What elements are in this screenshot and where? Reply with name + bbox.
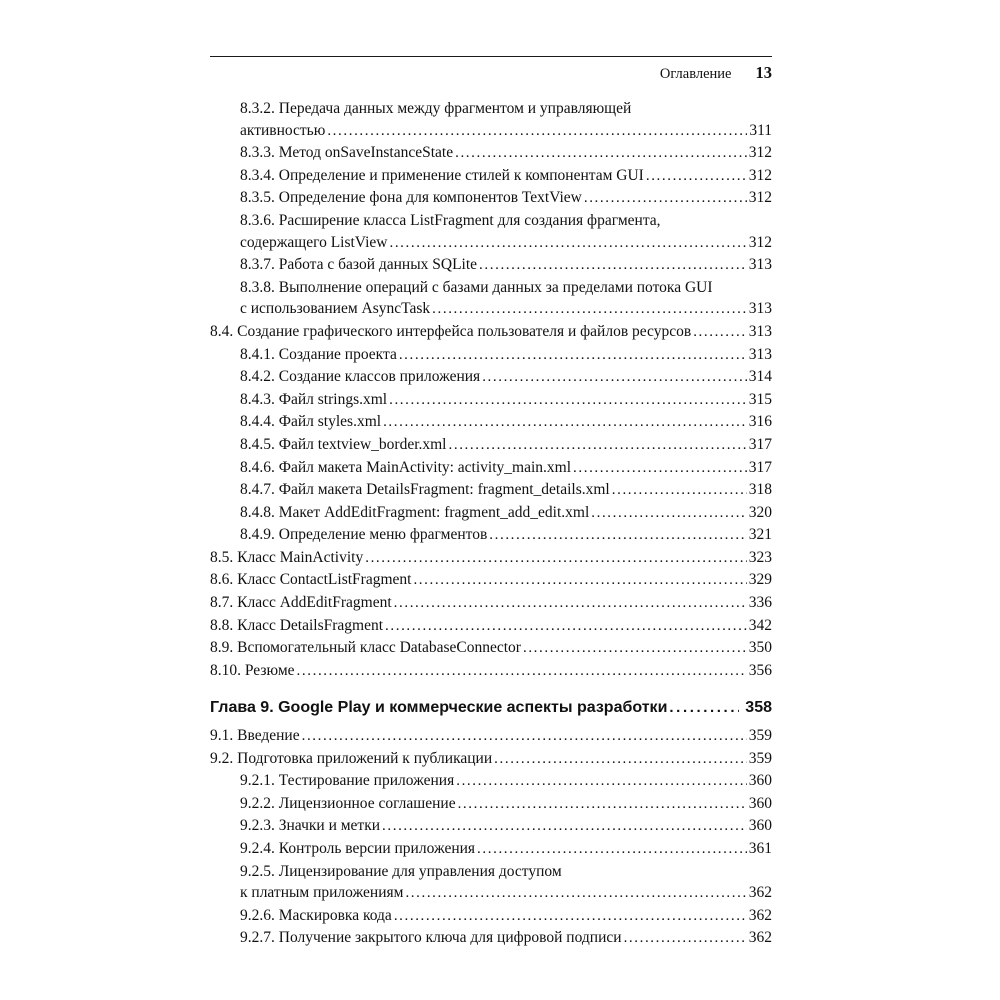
- toc-entry-page-number: 323: [748, 548, 772, 566]
- dot-leader: [584, 187, 747, 210]
- toc-entry-title: 9.2.7. Получение закрытого ключа для цифровой подписи: [240, 929, 622, 947]
- toc-entry: [210, 615, 772, 638]
- dot-leader: [494, 748, 747, 771]
- toc-entry-title: 8.3.5. Определение фона для компонентов TextView: [240, 189, 582, 207]
- toc-entry-title: 8.3.8. Выполнение операций с базами данных за пределами потока GUI: [240, 278, 713, 296]
- dot-leader: [327, 120, 747, 143]
- header-title: Оглавление: [659, 66, 732, 82]
- toc-entry-title: 8.3.4. Определение и применение стилей к компонентам GUI: [240, 166, 644, 184]
- toc-entry-line: [240, 366, 772, 389]
- toc-entry: [210, 142, 772, 165]
- toc-entry-line: [240, 882, 772, 905]
- toc-entry-page-number: 336: [748, 594, 772, 612]
- toc-entry-title: 8.4.2. Создание классов приложения: [240, 368, 481, 386]
- toc-entry-line: [240, 524, 772, 547]
- toc-entry-line: [240, 254, 772, 277]
- toc-entry: [210, 927, 772, 950]
- toc-entry-title: 9.2.6. Маскировка кода: [240, 906, 392, 924]
- dot-leader: [458, 793, 747, 816]
- toc-entry-line: [240, 479, 772, 502]
- toc-entry: [210, 770, 772, 793]
- toc-entry-line: [240, 277, 772, 299]
- toc-entry-page-number: 350: [748, 639, 772, 657]
- toc-entry-title: 8.3.3. Метод onSaveInstanceState: [240, 144, 454, 162]
- toc-entry-line: [210, 660, 772, 683]
- toc-entry: [210, 254, 772, 277]
- toc-entry: [210, 502, 772, 525]
- dot-leader: [693, 321, 747, 344]
- toc-entry: [210, 660, 772, 683]
- toc-entry-page-number: 313: [748, 256, 772, 274]
- toc-entry-page-number: 317: [748, 458, 772, 476]
- toc-entry-title: 8.4. Создание графического интерфейса пользователя и файлов ресурсов: [210, 322, 692, 340]
- toc-entry-title: 8.4.1. Создание проекта: [240, 345, 397, 363]
- toc-entry: [210, 838, 772, 861]
- toc-entry-page-number: 360: [748, 817, 772, 835]
- dot-leader: [399, 344, 747, 367]
- toc-entry-line: [240, 98, 772, 120]
- toc-entry-page-number: 313: [748, 300, 772, 318]
- toc-entry-page-number: 359: [748, 749, 772, 767]
- toc-entry-page-number: 342: [748, 616, 772, 634]
- toc-entry-line: [240, 838, 772, 861]
- toc-entry-page-number: 312: [748, 144, 772, 162]
- toc-entry-line: [240, 434, 772, 457]
- toc-entry-title: 8.6. Класс ContactListFragment: [210, 571, 412, 589]
- toc-entry-title: 8.4.9. Определение меню фрагментов: [240, 526, 488, 544]
- dot-leader: [646, 165, 747, 188]
- dot-leader: [297, 660, 747, 683]
- toc-entry: [210, 547, 772, 570]
- toc-entry-title: 8.3.2. Передача данных между фрагментом и управляющей: [240, 100, 632, 117]
- toc-entry: [210, 389, 772, 412]
- toc-entry-title: 8.9. Вспомогательный класс DatabaseConnector: [210, 639, 521, 657]
- toc-entry-title: содержащего ListView: [240, 233, 388, 251]
- toc-entry-line: [240, 210, 772, 232]
- toc-entry: [210, 748, 772, 771]
- dot-leader: [479, 254, 747, 277]
- toc-entry: [210, 569, 772, 592]
- dot-leader: [624, 927, 747, 950]
- dot-leader: [449, 434, 747, 457]
- toc-entry: [210, 277, 772, 321]
- toc-entry-line: [240, 187, 772, 210]
- toc-entry: [210, 411, 772, 434]
- toc-entry-line: [240, 344, 772, 367]
- toc-entry-line: [210, 592, 772, 615]
- toc-entry-title: 9.1. Введение: [210, 727, 300, 745]
- toc-entry-title: 8.4.7. Файл макета DetailsFragment: fragment_details.xml: [240, 481, 610, 499]
- toc-entry-page-number: 356: [748, 661, 772, 679]
- toc-entry-page-number: 311: [749, 121, 772, 139]
- toc-entry-title: 9.2.3. Значки и метки: [240, 817, 381, 835]
- toc-entry-line: [240, 927, 772, 950]
- toc-entry-line: [240, 502, 772, 525]
- toc-entry: [210, 725, 772, 748]
- toc-entry-title: 8.7. Класс AddEditFragment: [210, 594, 392, 612]
- toc-entry-line: [210, 748, 772, 771]
- toc-entry: [210, 592, 772, 615]
- toc-entry-title: активностью: [240, 121, 326, 139]
- toc-entry-line: [240, 165, 772, 188]
- toc-entry-line: [240, 298, 772, 321]
- toc-entry-line: [240, 232, 772, 255]
- toc-entry-page-number: 315: [748, 390, 772, 408]
- toc-entry-page-number: 362: [748, 906, 772, 924]
- dot-leader: [482, 366, 747, 389]
- toc-entry-page-number: 358: [745, 699, 772, 717]
- toc-entry-page-number: 312: [748, 233, 772, 251]
- toc-entry-line: [240, 905, 772, 928]
- toc-entry-page-number: 362: [748, 884, 772, 902]
- dot-leader: [523, 637, 747, 660]
- toc-entry: [210, 165, 772, 188]
- toc-entry: [210, 479, 772, 502]
- toc-entry: [210, 210, 772, 254]
- toc-entry-title: 8.3.6. Расширение класса ListFragment для создания фрагмента,: [240, 211, 661, 229]
- toc-entry-line: [240, 120, 772, 143]
- toc-entry-page-number: 313: [748, 322, 772, 340]
- toc-entry-page-number: 320: [748, 503, 772, 521]
- toc-entry-line: [240, 815, 772, 838]
- toc-entry-page-number: 314: [748, 368, 772, 386]
- toc-entry-title: 8.10. Резюме: [210, 661, 295, 679]
- toc-entry-page-number: 329: [748, 571, 772, 589]
- toc-entry: [210, 861, 772, 905]
- toc-entry-line: [240, 142, 772, 165]
- toc-entry-line: [240, 389, 772, 412]
- toc-entry-page-number: 321: [748, 526, 772, 544]
- toc-entry-line: [210, 547, 772, 570]
- dot-leader: [413, 569, 746, 592]
- toc-entry-line: [210, 321, 772, 344]
- toc-entry-line: [240, 861, 772, 883]
- toc-entry-line: [210, 697, 772, 719]
- dot-leader: [573, 457, 747, 480]
- toc-entry-title: с использованием AsyncTask: [240, 300, 431, 318]
- toc-entry-title: 8.4.8. Макет AddEditFragment: fragment_add_edit.xml: [240, 503, 590, 521]
- dot-leader: [669, 697, 739, 719]
- toc-entry-title: 8.4.6. Файл макета MainActivity: activity_main.xml: [240, 458, 572, 476]
- toc-entry: [210, 187, 772, 210]
- toc-entry-page-number: 362: [748, 929, 772, 947]
- toc-entry-line: [240, 770, 772, 793]
- toc-entry-page-number: 359: [748, 727, 772, 745]
- toc-entry-line: [210, 615, 772, 638]
- dot-leader: [383, 411, 747, 434]
- toc-entry-line: [210, 637, 772, 660]
- toc-entry-line: [240, 457, 772, 480]
- dot-leader: [591, 502, 747, 525]
- toc-entry: [210, 344, 772, 367]
- toc-entry-title: Глава 9. Google Play и коммерческие аспекты разработки: [210, 699, 668, 717]
- toc-entry: [210, 524, 772, 547]
- page-header: [210, 57, 772, 83]
- toc-chapter-heading: [210, 697, 772, 719]
- toc-entry-page-number: 317: [748, 435, 772, 453]
- toc-entry-title: к платным приложениям: [240, 884, 404, 902]
- toc-entry: [210, 434, 772, 457]
- toc-entry-title: 9.2.5. Лицензирование для управления доступом: [240, 862, 562, 880]
- toc-entry-title: 9.2.2. Лицензионное соглашение: [240, 794, 456, 812]
- dot-leader: [405, 882, 746, 905]
- toc-entry-title: 8.5. Класс MainActivity: [210, 548, 364, 566]
- toc-entry: [210, 457, 772, 480]
- dot-leader: [365, 547, 747, 570]
- dot-leader: [455, 142, 747, 165]
- header-page-number: 13: [755, 63, 772, 82]
- toc-entry: [210, 98, 772, 142]
- toc-entry-page-number: 312: [748, 189, 772, 207]
- toc-entry-page-number: 360: [748, 772, 772, 790]
- table-of-contents: [210, 98, 772, 950]
- toc-entry-title: 9.2.4. Контроль версии приложения: [240, 840, 476, 857]
- dot-leader: [389, 389, 747, 412]
- toc-entry-title: 8.4.3. Файл strings.xml: [240, 390, 388, 408]
- toc-entry-title: 8.4.4. Файл styles.xml: [240, 413, 382, 431]
- toc-entry: [210, 905, 772, 928]
- dot-leader: [302, 725, 747, 748]
- toc-entry-title: 8.3.7. Работа с базой данных SQLite: [240, 256, 478, 274]
- dot-leader: [612, 479, 747, 502]
- toc-entry-page-number: 361: [748, 840, 772, 857]
- dot-leader: [385, 615, 747, 638]
- toc-entry-line: [210, 725, 772, 748]
- toc-entry-page-number: 312: [748, 166, 772, 184]
- toc-entry: [210, 793, 772, 816]
- toc-entry-line: [240, 793, 772, 816]
- toc-entry-page-number: 360: [748, 794, 772, 812]
- toc-entry-line: [240, 411, 772, 434]
- toc-content: [210, 56, 772, 950]
- dot-leader: [432, 298, 747, 321]
- dot-leader: [382, 815, 747, 838]
- dot-leader: [389, 232, 746, 255]
- toc-entry-title: 9.2.1. Тестирование приложения: [240, 772, 455, 790]
- dot-leader: [489, 524, 746, 547]
- toc-entry-page-number: 313: [748, 345, 772, 363]
- toc-entry: [210, 637, 772, 660]
- toc-entry: [210, 366, 772, 389]
- dot-leader: [477, 838, 747, 861]
- dot-leader: [394, 905, 747, 928]
- toc-entry: [210, 815, 772, 838]
- dot-leader: [456, 770, 747, 793]
- toc-entry-page-number: 318: [748, 481, 772, 499]
- dot-leader: [394, 592, 747, 615]
- toc-entry-title: 9.2. Подготовка приложений к публикации: [210, 749, 493, 767]
- toc-entry-line: [210, 569, 772, 592]
- toc-entry: [210, 321, 772, 344]
- toc-entry-page-number: 316: [748, 413, 772, 431]
- toc-entry-title: 8.4.5. Файл textview_border.xml: [240, 435, 447, 453]
- toc-entry-title: 8.8. Класс DetailsFragment: [210, 616, 384, 634]
